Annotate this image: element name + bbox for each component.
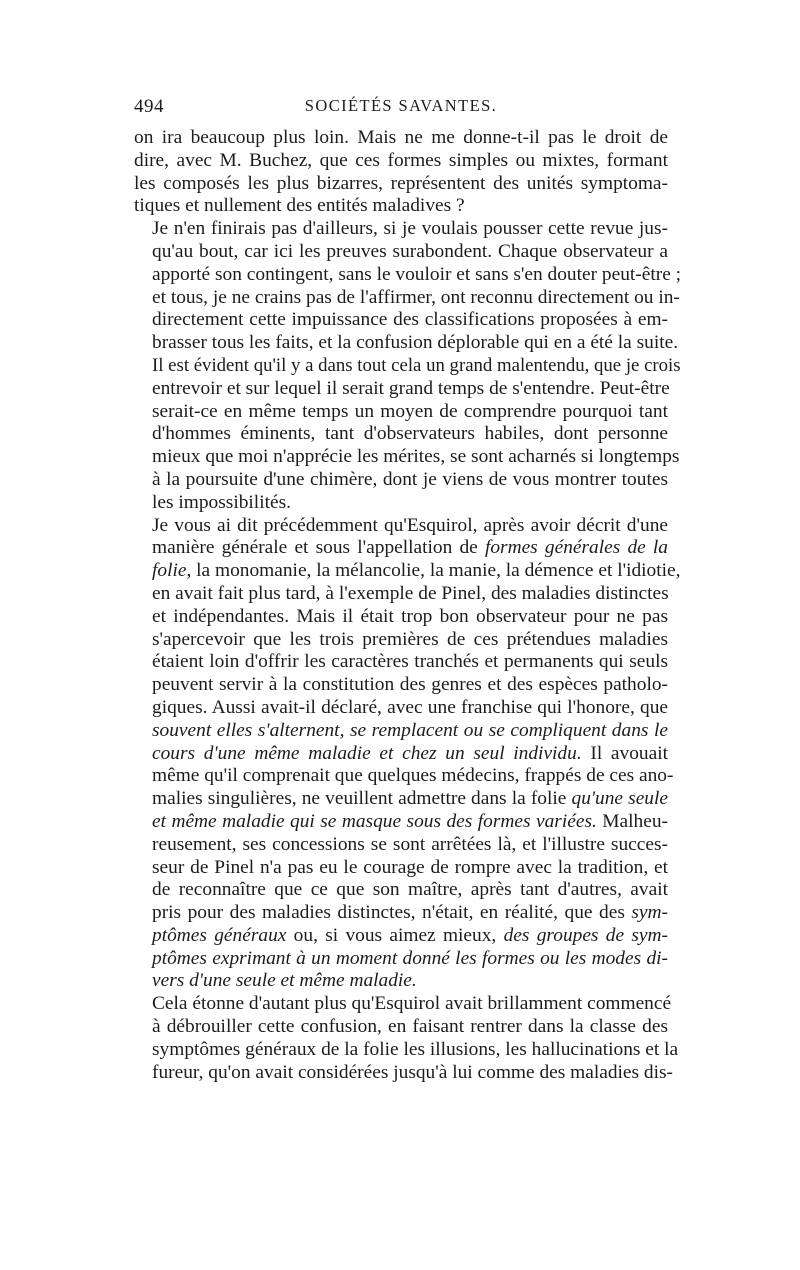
text-run: de reconnaître que ce que son maître, après tant d'autres, avait bbox=[152, 879, 668, 901]
text-line bbox=[134, 401, 668, 424]
text-line bbox=[134, 309, 668, 332]
page-number: 494 bbox=[134, 96, 164, 117]
text-line bbox=[134, 127, 668, 150]
text-run: à débrouiller cette confusion, en faisant rentrer dans la classe des bbox=[152, 1016, 668, 1038]
text-line bbox=[134, 469, 668, 492]
text-line bbox=[134, 970, 668, 993]
italic-text: cours d'une même maladie et chez un seul individu. bbox=[152, 742, 582, 764]
italic-text: vers d'une seule et même maladie. bbox=[152, 970, 417, 992]
text-line bbox=[134, 697, 668, 720]
text-line bbox=[134, 674, 668, 697]
text-run: Il est évident qu'il y a dans tout cela un grand malentendu, que je crois bbox=[152, 354, 681, 376]
text-line bbox=[134, 195, 668, 218]
text-line bbox=[134, 902, 668, 925]
text-run: symptômes généraux de la folie les illusions, les hallucinations et la bbox=[152, 1038, 679, 1060]
text-line bbox=[134, 492, 668, 515]
italic-text: des groupes de sym- bbox=[503, 924, 668, 946]
paragraph bbox=[134, 993, 679, 1084]
text-line bbox=[134, 857, 668, 880]
paragraph bbox=[134, 218, 682, 514]
text-run: entrevoir et sur lequel il serait grand temps de s'entendre. Peut-être bbox=[152, 377, 670, 399]
text-run: fureur, qu'on avait considérées jusqu'à lui comme des maladies dis- bbox=[152, 1061, 673, 1083]
italic-text: folie bbox=[152, 560, 187, 582]
italic-text: souvent elles s'alternent, se remplacent ou se compliquent dans le bbox=[152, 719, 668, 741]
text-run: on ira beaucoup plus loin. Mais ne me donne-t-il pas le droit de bbox=[134, 127, 668, 148]
text-line bbox=[134, 834, 668, 857]
text-run: tiques et nullement des entités maladives ? bbox=[134, 195, 465, 217]
text-line bbox=[134, 993, 672, 1016]
text-line bbox=[134, 560, 681, 583]
paragraph bbox=[134, 127, 668, 218]
text-run: mieux que moi n'apprécie les mérites, se sont acharnés si longtemps bbox=[152, 446, 680, 468]
text-run: s'apercevoir que les trois premières de ces prétendues maladies bbox=[152, 628, 668, 650]
text-line bbox=[134, 515, 668, 538]
text-line bbox=[134, 218, 668, 241]
text-run: directement cette impuissance des classifications proposées à em- bbox=[152, 309, 668, 331]
text-line bbox=[134, 286, 680, 310]
page-header bbox=[134, 96, 668, 124]
text-run: qu'au bout, car ici les preuves surabondent. Chaque observateur a bbox=[152, 240, 668, 262]
text-run: , la monomanie, la mélancolie, la manie, la démence et l'idiotie, bbox=[186, 560, 681, 582]
text-run: et tous, je ne crains pas de l'affirmer, ont reconnu directement ou in- bbox=[152, 286, 680, 308]
text-run: serait-ce en même temps un moyen de comprendre pourquoi tant bbox=[152, 400, 668, 422]
text-line bbox=[134, 446, 680, 469]
text-run: les impossibilités. bbox=[152, 491, 291, 513]
text-line bbox=[134, 720, 668, 743]
text-run: brasser tous les faits, et la confusion déplorable qui en a été la suite. bbox=[152, 332, 679, 354]
text-run: Je vous ai dit précédemment qu'Esquirol, après avoir décrit d'une bbox=[152, 514, 668, 536]
text-line bbox=[134, 788, 668, 811]
text-run: manière générale et sous l'appellation de bbox=[152, 537, 485, 559]
text-line bbox=[134, 423, 668, 446]
text-line bbox=[134, 1016, 668, 1039]
text-line bbox=[134, 629, 668, 652]
text-line bbox=[134, 1038, 679, 1062]
text-line bbox=[134, 743, 668, 766]
text-run: en avait fait plus tard, à l'exemple de Pinel, des maladies distinctes bbox=[152, 582, 669, 604]
text-run: Je n'en finirais pas d'ailleurs, si je voulais pousser cette revue jus- bbox=[152, 218, 668, 240]
text-run: ou, si vous aimez mieux, bbox=[286, 924, 504, 946]
text-run: seur de Pinel n'a pas eu le courage de rompre avec la tradition, et bbox=[152, 856, 668, 878]
text-line bbox=[134, 879, 668, 902]
text-line bbox=[134, 354, 681, 378]
text-run: étaient loin d'offrir les caractères tranchés et permanents qui seuls bbox=[152, 651, 668, 673]
italic-text: ptômes généraux bbox=[152, 924, 287, 946]
text-line bbox=[134, 651, 668, 674]
text-line bbox=[134, 378, 668, 401]
text-run: même qu'il comprenait que quelques médecins, frappés de ces ano- bbox=[152, 765, 674, 787]
text-run: et indépendantes. Mais il était trop bon observateur pour ne pas bbox=[152, 605, 668, 627]
text-run: Il avouait bbox=[581, 742, 668, 764]
text-line bbox=[134, 583, 668, 606]
italic-text: sym- bbox=[631, 902, 668, 924]
italic-text: ptômes exprimant à un moment donné les formes ou les modes di- bbox=[152, 947, 668, 969]
text-line bbox=[134, 925, 668, 948]
text-line bbox=[134, 263, 682, 287]
text-run: reusement, ses concessions se sont arrêtées là, et l'illustre succes- bbox=[152, 833, 668, 855]
text-line bbox=[134, 241, 668, 264]
text-line bbox=[134, 948, 668, 971]
text-line bbox=[134, 811, 668, 834]
text-run: Malheu- bbox=[596, 810, 668, 832]
text-run: giques. Aussi avait-il déclaré, avec une franchise qui l'honore, que bbox=[152, 696, 668, 718]
text-run: d'hommes éminents, tant d'observateurs habiles, dont personne bbox=[152, 423, 668, 445]
body-text bbox=[134, 127, 682, 1084]
text-line bbox=[134, 537, 668, 560]
text-run: peuvent servir à la constitution des genres et des espèces patholo- bbox=[152, 674, 668, 696]
text-run: à la poursuite d'une chimère, dont je viens de vous montrer toutes bbox=[152, 468, 668, 490]
text-run: malies singulières, ne veuillent admettre dans la folie bbox=[152, 788, 572, 810]
text-line bbox=[134, 606, 668, 629]
text-line bbox=[134, 332, 679, 355]
running-title: SOCIÉTÉS SAVANTES. bbox=[304, 96, 498, 115]
text-run: Cela étonne d'autant plus qu'Esquirol avait brillamment commencé bbox=[152, 993, 672, 1015]
text-line bbox=[134, 765, 674, 788]
paragraph bbox=[134, 514, 681, 994]
text-run: dire, avec M. Buchez, que ces formes simples ou mixtes, formant bbox=[134, 149, 668, 171]
text-line bbox=[134, 1061, 673, 1085]
text-run: pris pour des maladies distinctes, n'était, en réalité, que des bbox=[152, 902, 632, 924]
text-run: les composés les plus bizarres, représentent des unités symptoma- bbox=[134, 172, 668, 194]
text-line bbox=[134, 150, 668, 173]
italic-text: formes générales de la bbox=[484, 537, 668, 559]
italic-text: et même maladie qui se masque sous des formes variées. bbox=[152, 810, 597, 832]
text-run: apporté son contingent, sans le vouloir et sans s'en douter peut-être ; bbox=[152, 263, 682, 285]
text-line bbox=[134, 173, 668, 196]
italic-text: qu'une seule bbox=[571, 788, 668, 810]
